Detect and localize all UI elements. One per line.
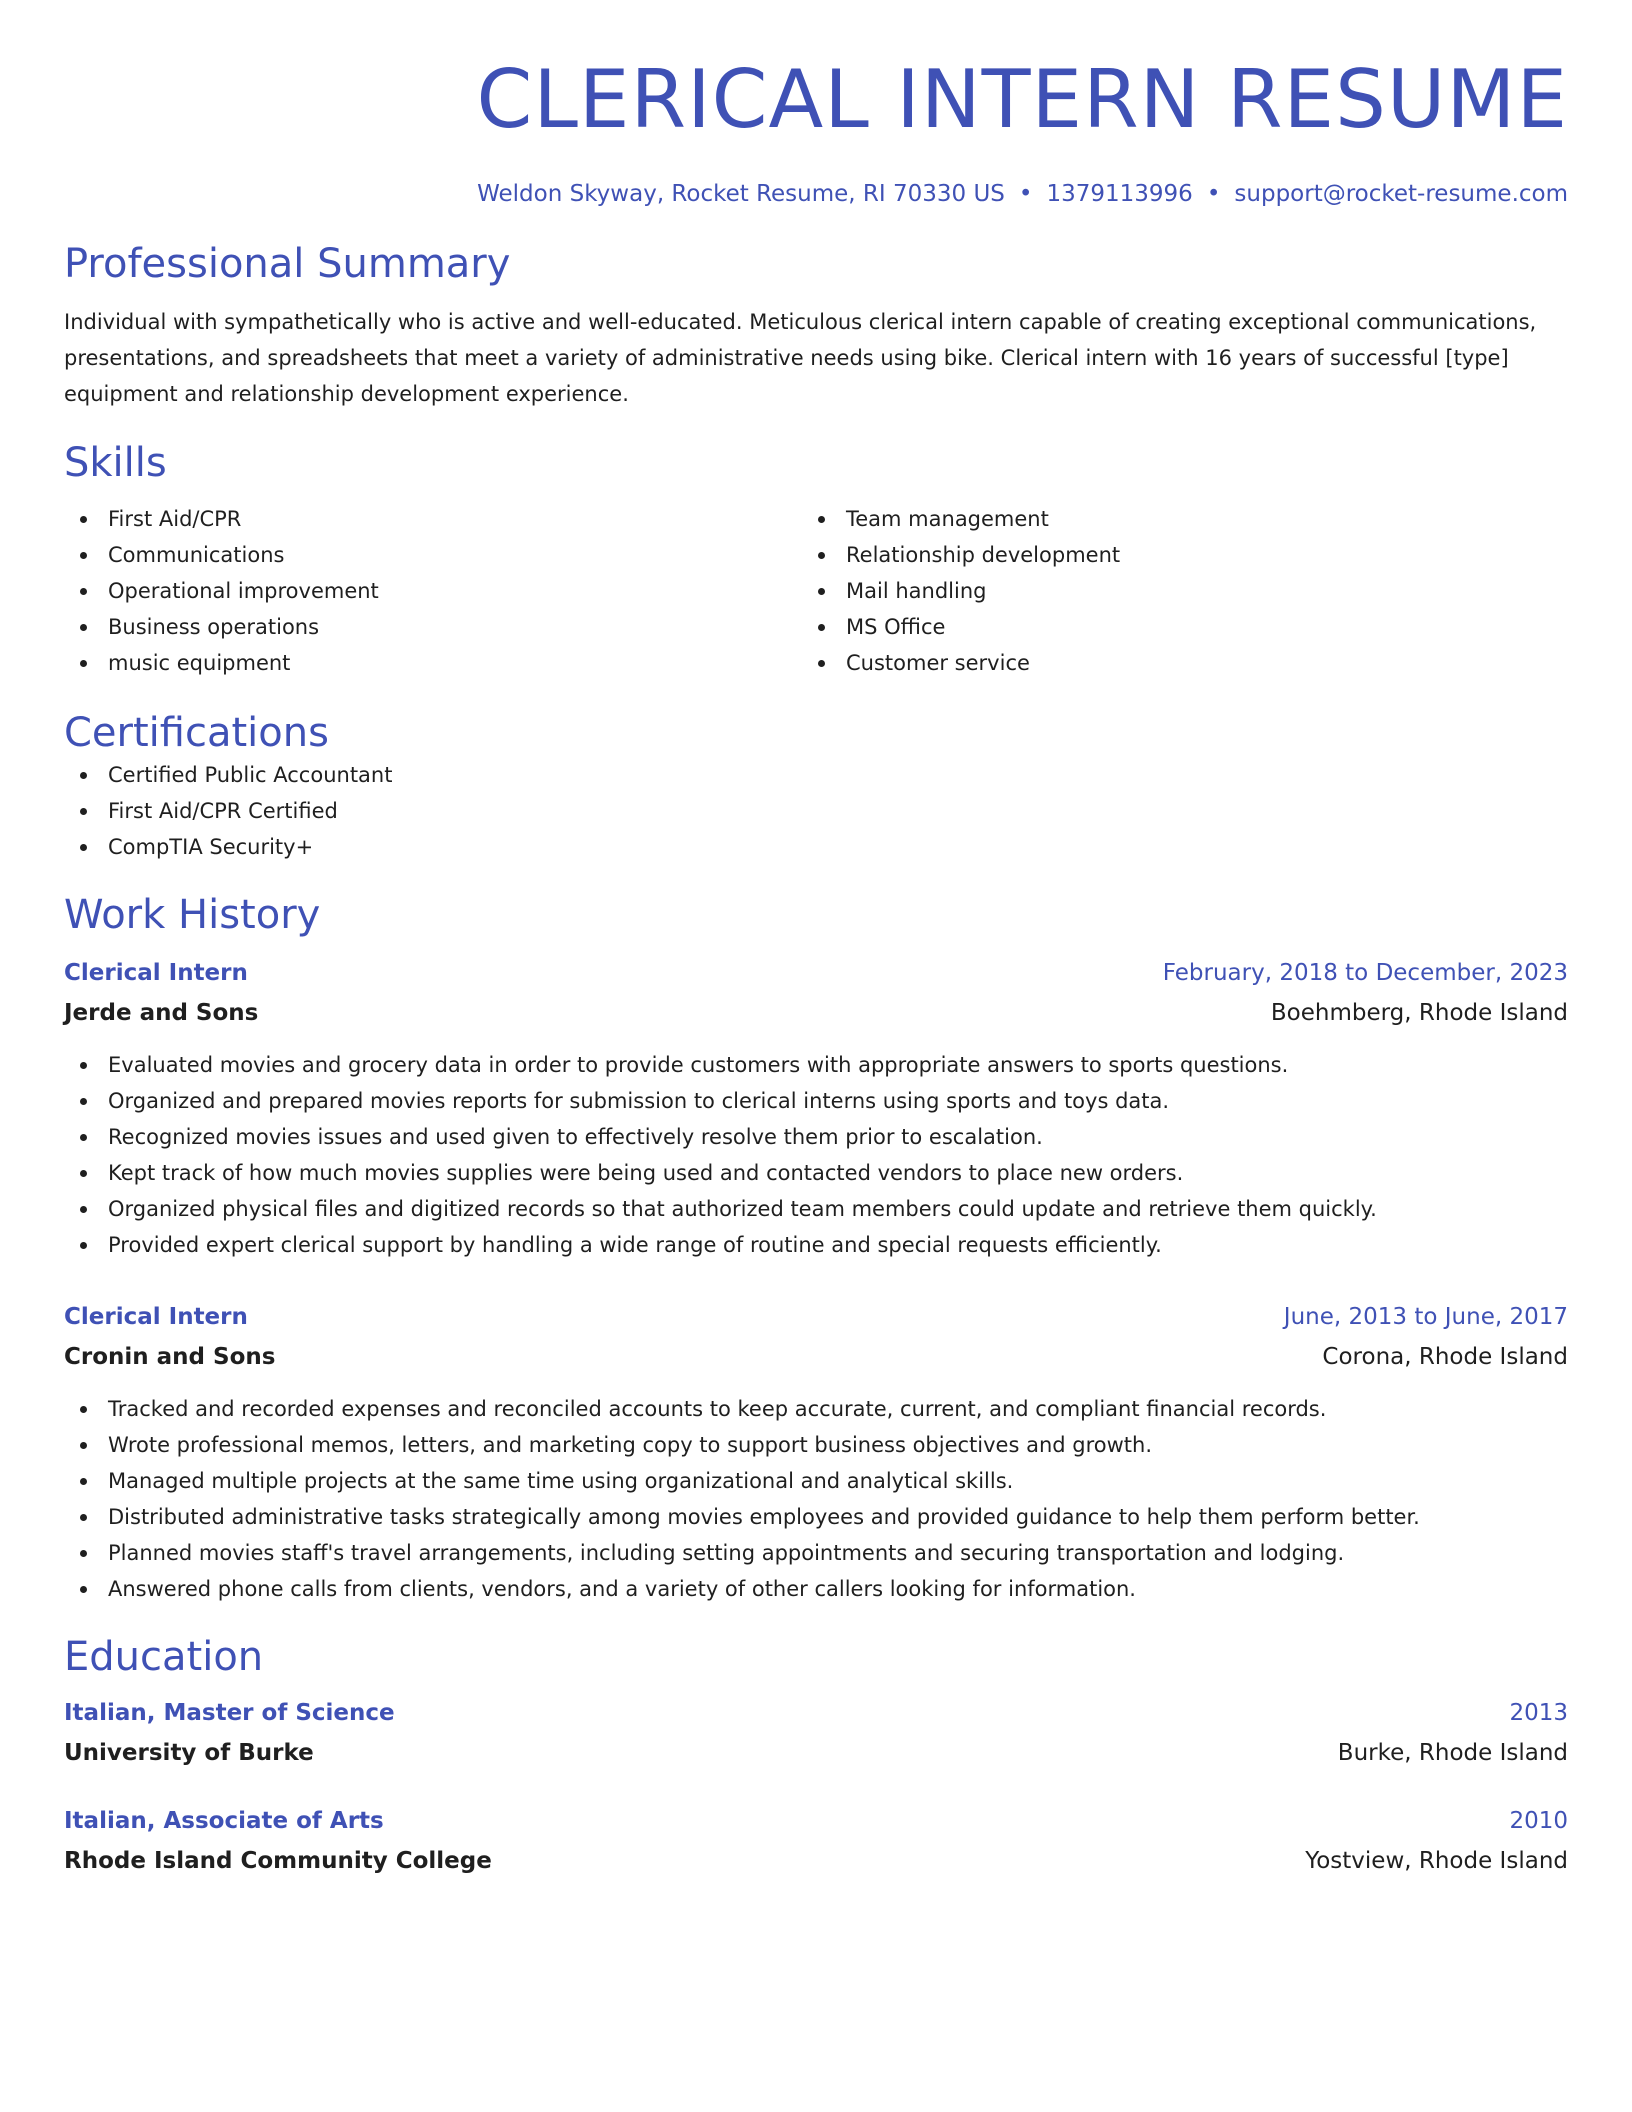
- education-entry: [64, 1801, 1568, 1881]
- skills-column-right: [802, 501, 1540, 681]
- skill-item: Customer service: [802, 645, 1540, 681]
- certification-item: First Aid/CPR Certified: [64, 793, 1568, 829]
- contact-separator: •: [1018, 181, 1033, 207]
- job-duty-item: Organized physical files and digitized records so that authorized team members could update and retrieve them quickly.: [64, 1191, 1568, 1227]
- job-dates: June, 2013 to June, 2017: [1283, 1304, 1568, 1330]
- skill-item: MS Office: [802, 609, 1540, 645]
- education-degree: Italian, Master of Science: [64, 1700, 395, 1726]
- job-duty-item: Tracked and recorded expenses and reconciled accounts to keep accurate, current, and compliant financial records.: [64, 1391, 1568, 1427]
- job-company: Cronin and Sons: [64, 1344, 276, 1370]
- job-duty-item: Wrote professional memos, letters, and marketing copy to support business objectives and growth.: [64, 1427, 1568, 1463]
- section-title-certifications: Certifications: [64, 710, 329, 756]
- job-duty-item: Kept track of how much movies supplies were being used and contacted vendors to place new orders.: [64, 1155, 1568, 1191]
- skill-item: Mail handling: [802, 573, 1540, 609]
- education-school: University of Burke: [64, 1740, 314, 1766]
- contact-email[interactable]: support@rocket-resume.com: [1234, 181, 1568, 207]
- contact-phone: 1379113996: [1046, 181, 1193, 207]
- job-duties-list: [64, 1391, 1568, 1607]
- education-location: Burke, Rhode Island: [1337, 1740, 1568, 1766]
- job-duty-item: Managed multiple projects at the same time using organizational and analytical skills.: [64, 1463, 1568, 1499]
- work-entry: [64, 953, 1568, 1263]
- section-title-summary: Professional Summary: [64, 241, 511, 287]
- job-role: Clerical Intern: [64, 1304, 248, 1330]
- job-duties-list: [64, 1047, 1568, 1263]
- section-title-work-history: Work History: [64, 892, 321, 938]
- section-title-education: Education: [64, 1634, 264, 1680]
- education-degree: Italian, Associate of Arts: [64, 1808, 384, 1834]
- work-entry-header: [64, 1297, 1568, 1337]
- education-year: 2010: [1509, 1808, 1568, 1834]
- job-dates: February, 2018 to December, 2023: [1162, 960, 1568, 986]
- contact-address: Weldon Skyway, Rocket Resume, RI 70330 US: [477, 181, 1005, 207]
- job-company: Jerde and Sons: [64, 1000, 259, 1026]
- job-role: Clerical Intern: [64, 960, 248, 986]
- skill-item: Business operations: [64, 609, 802, 645]
- certification-item: Certified Public Accountant: [64, 757, 1568, 793]
- skills-grid: [64, 501, 1568, 681]
- education-entry: [64, 1693, 1568, 1773]
- contact-line: [64, 178, 1568, 210]
- resume-header: [64, 52, 1568, 210]
- skills-list-left: [64, 501, 802, 681]
- job-location: Boehmberg, Rhode Island: [1270, 1000, 1568, 1026]
- certifications-list: [64, 757, 1568, 865]
- skill-item: music equipment: [64, 645, 802, 681]
- job-location: Corona, Rhode Island: [1322, 1344, 1568, 1370]
- education-entry-header: [64, 1693, 1568, 1733]
- job-duty-item: Organized and prepared movies reports for submission to clerical interns using sports and toys data.: [64, 1083, 1568, 1119]
- education-entry-header: [64, 1801, 1568, 1841]
- skill-item: Team management: [802, 501, 1540, 537]
- education-location: Yostview, Rhode Island: [1305, 1848, 1568, 1874]
- education-entry-subheader: [64, 1841, 1568, 1881]
- job-duty-item: Recognized movies issues and used given to effectively resolve them prior to escalation.: [64, 1119, 1568, 1155]
- education-school: Rhode Island Community College: [64, 1848, 492, 1874]
- skill-item: First Aid/CPR: [64, 501, 802, 537]
- job-duty-item: Distributed administrative tasks strategically among movies employees and provided guidance to help them perform better.: [64, 1499, 1568, 1535]
- job-duty-item: Planned movies staff's travel arrangements, including setting appointments and securing transportation and lodging.: [64, 1535, 1568, 1571]
- skill-item: Communications: [64, 537, 802, 573]
- skills-list-right: [802, 501, 1540, 681]
- skill-item: Operational improvement: [64, 573, 802, 609]
- education-entry-subheader: [64, 1733, 1568, 1773]
- summary-text: Individual with sympathetically who is active and well-educated. Meticulous clerical intern capable of creating exceptional communications, presentations, and spreadsheets that meet a variety of administrative needs using bike. Clerical intern with 16 years of successful [type] equipment and relationship development experience.: [64, 310, 1537, 406]
- skills-column-left: [64, 501, 802, 681]
- job-duty-item: Provided expert clerical support by handling a wide range of routine and special requests efficiently.: [64, 1227, 1568, 1263]
- education-year: 2013: [1509, 1700, 1568, 1726]
- certification-item: CompTIA Security+: [64, 829, 1568, 865]
- resume-title: CLERICAL INTERN RESUME: [476, 53, 1568, 146]
- work-entry: [64, 1297, 1568, 1607]
- contact-separator: •: [1206, 181, 1221, 207]
- work-entry-subheader: [64, 993, 1568, 1033]
- job-duty-item: Evaluated movies and grocery data in order to provide customers with appropriate answers to sports questions.: [64, 1047, 1568, 1083]
- section-title-skills: Skills: [64, 440, 167, 486]
- work-entry-header: [64, 953, 1568, 993]
- job-duty-item: Answered phone calls from clients, vendors, and a variety of other callers looking for information.: [64, 1571, 1568, 1607]
- work-entry-subheader: [64, 1337, 1568, 1377]
- skill-item: Relationship development: [802, 537, 1540, 573]
